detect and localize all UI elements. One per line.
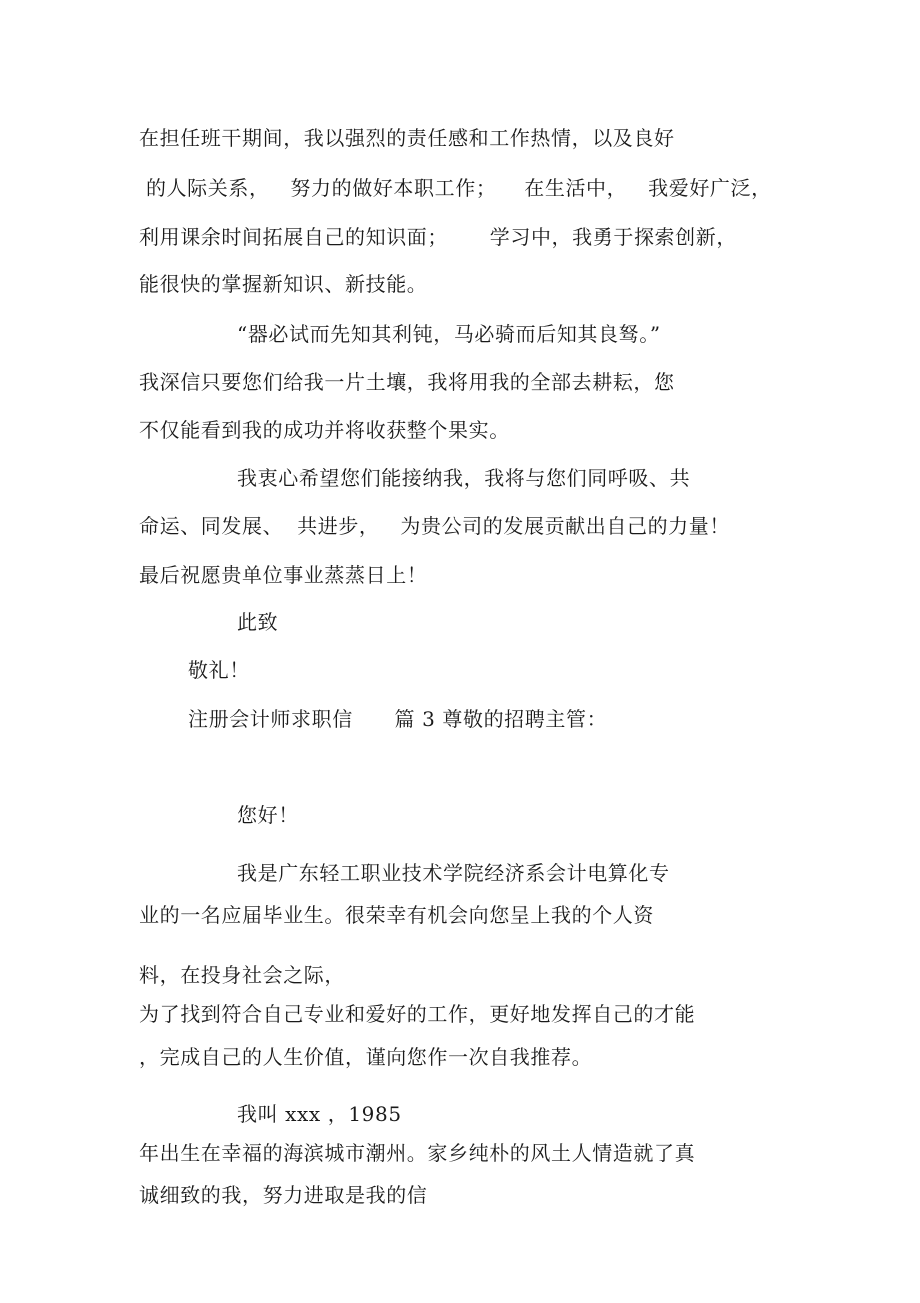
- text-line: 的人际关系， 努力的做好本职工作； 在生活中， 我爱好广泛，: [139, 176, 772, 200]
- text-line: ，完成自己的人生价值，谨向您作一次自我推荐。: [139, 1045, 593, 1069]
- text-line: 业的一名应届毕业生。很荣幸有机会向您呈上我的个人资: [139, 903, 654, 927]
- text-line: 敬礼！: [188, 658, 250, 682]
- text-line: 最后祝愿贵单位事业蒸蒸日上！: [139, 563, 428, 587]
- text-line: 此致: [237, 610, 279, 634]
- text-line: 我深信只要您们给我一片土壤，我将用我的全部去耕耘，您: [139, 370, 675, 394]
- text-line: 诚细致的我，努力进取是我的信: [139, 1183, 428, 1207]
- text-line: 您好！: [237, 803, 299, 827]
- text-line: 我叫 xxx ，1985: [237, 1102, 402, 1126]
- text-line: 利用课余时间拓展自己的知识面； 学习中，我勇于探索创新，: [139, 225, 737, 249]
- text-line: 年出生在幸福的海滨城市潮州。家乡纯朴的风土人情造就了真: [139, 1141, 696, 1165]
- text-line: 不仅能看到我的成功并将收获整个果实。: [139, 418, 510, 442]
- text-line: 能很快的掌握新知识、新技能。: [139, 272, 428, 296]
- text-line: 料，在投身社会之际，: [139, 963, 345, 987]
- text-line: 注册会计师求职信 篇 3 尊敬的招聘主管：: [188, 707, 608, 731]
- text-line: 在担任班干期间，我以强烈的责任感和工作热情，以及良好: [139, 126, 675, 150]
- text-line: 为了找到符合自己专业和爱好的工作，更好地发挥自己的才能: [139, 1002, 696, 1026]
- text-line: 我是广东轻工职业技术学院经济系会计电算化专: [237, 861, 670, 885]
- text-line: “器必试而先知其利钝，马必骑而后知其良驽。”: [237, 322, 661, 346]
- text-line: 我衷心希望您们能接纳我，我将与您们同呼吸、共: [237, 466, 691, 490]
- text-line: 命运、同发展、 共进步， 为贵公司的发展贡献出自己的力量！: [139, 514, 730, 538]
